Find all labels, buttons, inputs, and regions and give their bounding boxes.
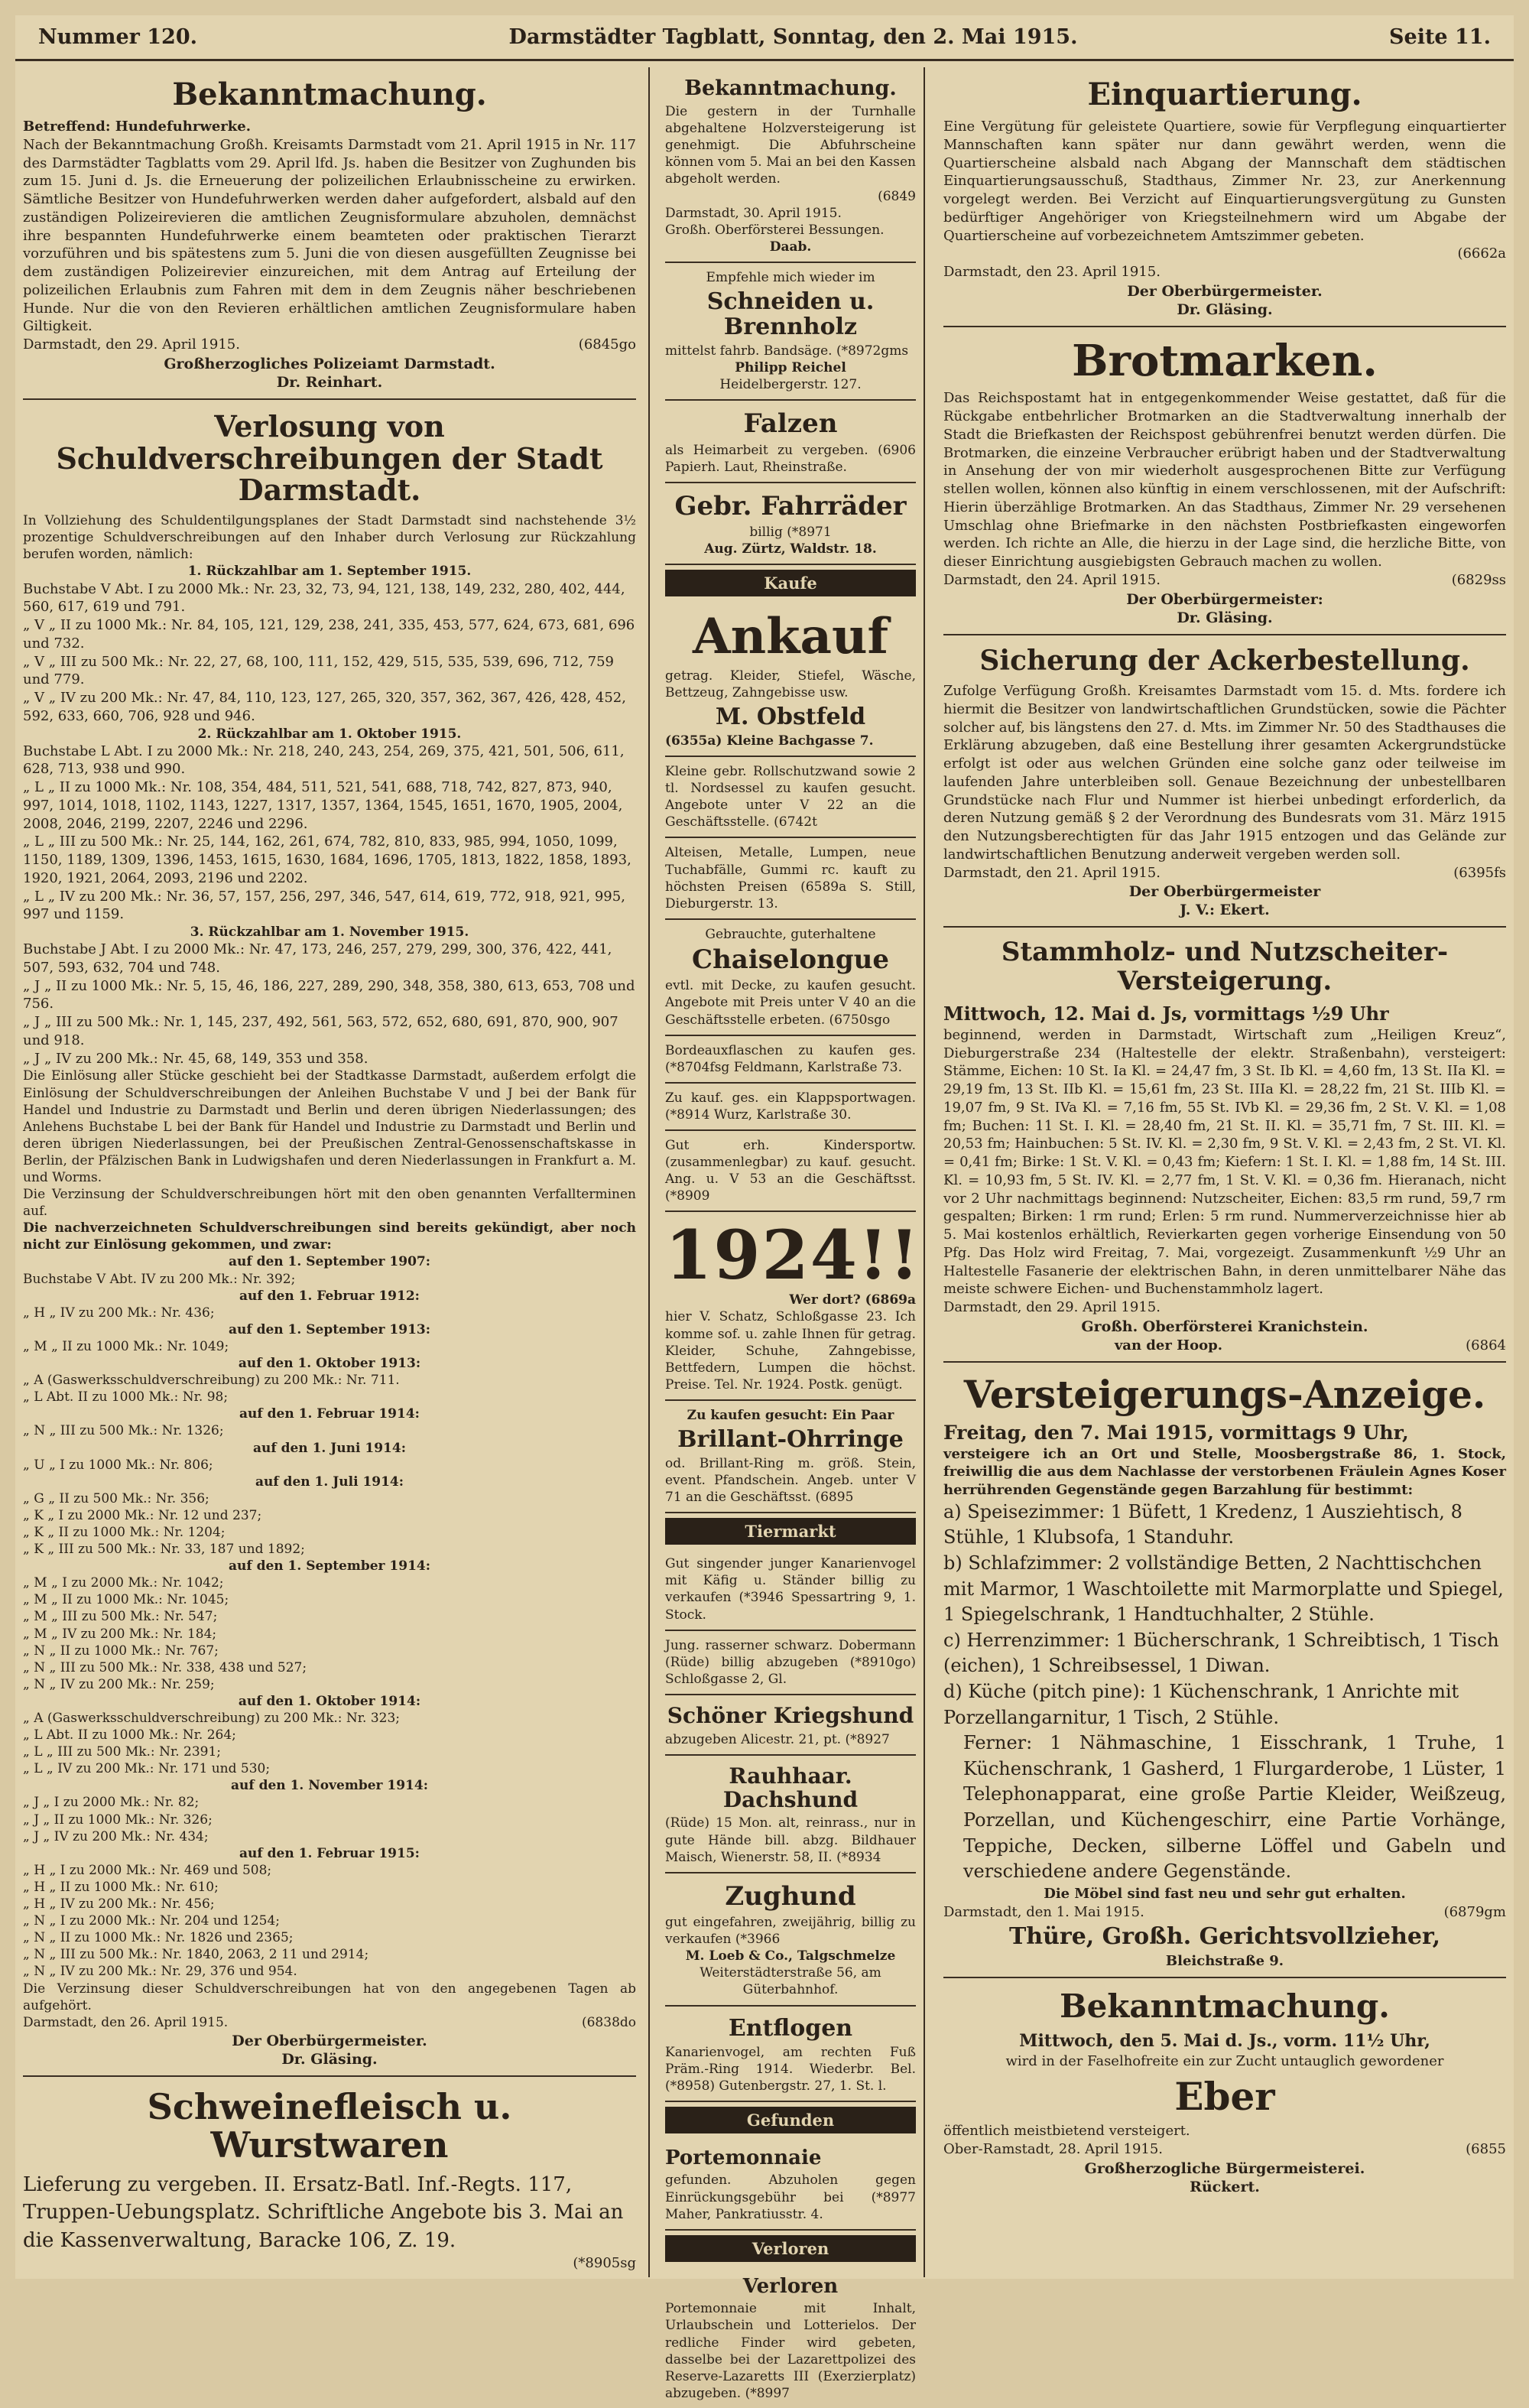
kindersport-body: Gut erh. Kindersportw. (zusammenlegbar) zu kauf. gesucht. Ang. u. V 53 an die Geschäftsst. (*8909 bbox=[665, 1137, 916, 1204]
verst-item: b) Schlafzimmer: 2 vollständige Betten, 2 Nachttischchen mit Marmor, 1 Waschtoilette mit Marmorplatte und Spiegel, 1 Spiegelschrank, 1 Handtuchhalter, 2 Stühle. bbox=[943, 1552, 1504, 1626]
verst-intro: versteigere ich an Ort und Stelle, Moosbergstraße 86, 1. Stock, freiwillig die aus dem Nachlasse der verstorbenen Fräulein Agnes Koser herrührenden Gegenstände gegen Barzahlung für bestimmt: bbox=[943, 1445, 1506, 1499]
stammholz-date: Darmstadt, den 29. April 1915. bbox=[943, 1299, 1161, 1316]
rueck-entry: „ A (Gaswerksschuldverschreibung) zu 200 Mk.: Nr. 711. bbox=[23, 1373, 400, 1389]
rueck-entry: „ H „ IV zu 200 Mk.: Nr. 436; bbox=[23, 1305, 215, 1321]
ad-kindersportwagen bbox=[665, 1131, 916, 1212]
zughund-name: M. Loeb & Co., Talgschmelze bbox=[685, 1948, 896, 1964]
brot-date-line bbox=[943, 571, 1506, 590]
rueck-entry: „ N „ II zu 1000 Mk.: Nr. 767; bbox=[23, 1643, 219, 1659]
rueck-entry: „ J „ II zu 1000 Mk.: Nr. 326; bbox=[23, 1812, 213, 1828]
rueck-group-head: auf den 1. Oktober 1913: bbox=[238, 1356, 421, 1372]
ad-falzen bbox=[665, 401, 916, 483]
entflogen-body: Kanarienvogel, am rechten Fuß Präm.-Ring 1914. Wiederbr. Bel. (*8958) Gutenbergstr. 27, 1. St. l. bbox=[665, 2044, 916, 2094]
rueck-entry: „ J „ IV zu 200 Mk.: Nr. 434; bbox=[23, 1828, 209, 1844]
verlosung-entry: „ V „ III zu 500 Mk.: Nr. 22, 27, 68, 100, 111, 152, 429, 515, 535, 539, 696, 712, 759 und 779. bbox=[23, 653, 615, 688]
rueck-group-head: auf den 1. Februar 1915: bbox=[239, 1845, 420, 1861]
acker-title: Sicherung der Ackerbestellung. bbox=[979, 644, 1470, 677]
verst-name: Thüre, Großh. Gerichtsvollzieher, bbox=[1008, 1923, 1441, 1951]
verst-title: Versteigerungs-Anzeige. bbox=[963, 1371, 1486, 1417]
ad-ankauf bbox=[665, 601, 916, 757]
verst-date-line bbox=[943, 1903, 1506, 1922]
schwein-code: (*8905sg bbox=[573, 2255, 636, 2272]
rueck-entry: „ A (Gaswerksschuldverschreibung) zu 200 Mk.: Nr. 323; bbox=[23, 1711, 401, 1727]
verlosung-authority: Der Oberbürgermeister. bbox=[232, 2032, 427, 2049]
verst-items bbox=[943, 1500, 1506, 1730]
verst-ferner: Ferner: 1 Nähmaschine, 1 Eisschrank, 1 Truhe, 1 Küchenschrank, 1 Gasherd, 1 Flurgarderobe, 1 Lüster, 1 Telephonapparat, eine große Partie Kleider, Weißzeug, Porzellan, und Küchengeschirr, eine Partie Vorhänge, Teppiche, Decken, silberne Löffel und Gabeln und verschiedene andere Gegenstände. bbox=[963, 1732, 1506, 1883]
verst-item: d) Küche (pitch pine): 1 Küchenschrank, 1 Anrichte mit Porzellangarnitur, 1 Tisch, 2 Stühle. bbox=[943, 1681, 1459, 1728]
stammholz-signer: van der Hoop. bbox=[1114, 1337, 1222, 1353]
rueck-group-head: auf den 1. Februar 1914: bbox=[239, 1406, 420, 1422]
verlosung-code: (6838do bbox=[581, 2014, 636, 2030]
schatz-body: hier V. Schatz, Schloßgasse 23. Ich komme sof. u. zahle Ihnen für getrag. Kleider, Schuhe, Zahngebisse, Bettfedern, Lumpen die höchst. Preise. Tel. Nr. 1924. Postk. genügt. bbox=[665, 1309, 916, 1392]
holz-date: Darmstadt, 30. April 1915. bbox=[665, 205, 842, 221]
kanarien-body: Gut singender junger Kanarienvogel mit Käfig u. Ständer billig zu verkaufen (*3946 Spessartring 9, 1. Stock. bbox=[665, 1556, 916, 1623]
eber-authority: Großherzogliche Bürgermeisterei. bbox=[1084, 2159, 1365, 2177]
rueck-entry: „ H „ I zu 2000 Mk.: Nr. 469 und 508; bbox=[23, 1862, 272, 1878]
brot-date: Darmstadt, den 24. April 1915. bbox=[943, 571, 1161, 588]
zughund-address: Weiterstädterstraße 56, am Güterbahnhof. bbox=[700, 1965, 881, 1998]
rueck-group-head: auf den 1. September 1913: bbox=[228, 1321, 431, 1337]
einquart-signer: Dr. Gläsing. bbox=[1177, 301, 1273, 318]
verst-note: Die Möbel sind fast neu und sehr gut erhalten. bbox=[1044, 1885, 1406, 1902]
stammholz-sign-line bbox=[943, 1337, 1506, 1355]
brot-title: Brotmarken. bbox=[1072, 335, 1378, 386]
verlosung-section-3: 3. Rückzahlbar am 1. November 1915. bbox=[190, 925, 469, 941]
rueck-group-head: auf den 1. November 1914: bbox=[231, 1778, 428, 1794]
mega-1924: 1924!! bbox=[665, 1215, 921, 1295]
ad-chaiselongue bbox=[665, 920, 916, 1036]
brennholz-address: Heidelbergerstr. 127. bbox=[719, 377, 862, 393]
chaise-top: Gebrauchte, guterhaltene bbox=[705, 926, 876, 942]
notice-authority: Großherzogliches Polizeiamt Darmstadt. bbox=[164, 355, 495, 372]
verlosung-entry: Buchstabe V Abt. I zu 2000 Mk.: Nr. 23, 32, 73, 94, 121, 138, 149, 232, 280, 402, 444, 560, 617, 619 und 791. bbox=[23, 580, 625, 616]
column-middle bbox=[657, 67, 925, 2401]
verloren-headline: Verloren bbox=[742, 2274, 839, 2298]
section-banner-verloren: Verloren bbox=[665, 2235, 916, 2262]
newspaper-page bbox=[15, 15, 1514, 2401]
rueck-entry: „ N „ II zu 1000 Mk.: Nr. 1826 und 2365; bbox=[23, 1930, 294, 1946]
notice-subject: Betreffend: Hundefuhrwerke. bbox=[23, 119, 251, 135]
issue-number: Nummer 120. bbox=[38, 25, 198, 49]
stammholz-when: Mittwoch, 12. Mai d. Js, vormittags ½9 Uhr bbox=[943, 1003, 1389, 1025]
rueck-group-head: auf den 1. Februar 1912: bbox=[239, 1288, 420, 1304]
eber-date: Ober-Ramstadt, 28. April 1915. bbox=[943, 2140, 1164, 2157]
column-right bbox=[933, 67, 1514, 2277]
notice-einquartierung bbox=[943, 67, 1506, 327]
ad-dobermann bbox=[665, 1631, 916, 1695]
paper-title: Darmstädter Tagblatt, Sonntag, den 2. Mai 1915. bbox=[508, 25, 1078, 49]
acker-signer: J. V.: Ekert. bbox=[1180, 902, 1270, 919]
acker-body: Zufolge Verfügung Großh. Kreisamtes Darmstadt vom 15. d. Mts. fordere ich hiermit die Besitzer von landwirtschaftlichen Grundstücken, sowie die Pächter solcher auf, bis längstens den 27. d. Mts. im Zimmer Nr. 50 des Stadthauses die Erklärung abzugeben, daß eine Bestellung ihrer gesamten Ackergrundstücke erfolgt ist oder aus welchen Gründen eine solche ganz oder teilweise im laufenden Jahre unterbleiben soll. Genaue Bezeichnung der unbestellbaren Grundstücke nach Flur und Nummer ist hierbei unbedingt erforderlich, da deren Nutzung gemäß § 2 der Verordnung des Bundesrats vom 31. März 1915 den Nutzungsberechtigten für das Jahr 1915 entzogen und das Gelände zur landwirtschaftlichen Benutzung anderweit vergeben werden soll. bbox=[943, 683, 1506, 863]
verlosung-entry: „ V „ IV zu 200 Mk.: Nr. 47, 84, 110, 123, 127, 265, 320, 357, 362, 367, 426, 428, 452, 592, 633, 660, 706, 928 und 946. bbox=[23, 690, 626, 724]
verlosung-list-3 bbox=[23, 941, 636, 1068]
dachshund-body: (Rüde) 15 Mon. alt, reinrass., nur in gute Hände bill. abzg. Bildhauer Maisch, Wienerstr. 58, II. (*8934 bbox=[665, 1815, 916, 1865]
schwein-body: Lieferung zu vergeben. II. Ersatz-Batl. Inf.-Regts. 117, Truppen-Uebungsplatz. Schriftliche Angebote bis 3. Mai an die Kassenverwaltung, Baracke 106, Z. 19. bbox=[23, 2172, 624, 2252]
ad-verloren bbox=[665, 2267, 916, 2408]
verlosung-entry: „ L „ III zu 500 Mk.: Nr. 25, 144, 162, 261, 674, 782, 810, 833, 985, 994, 1050, 1099, 1150, 1189, 1309, 1396, 1453, 1615, 1630, 1684, 1696, 1705, 1813, 1822, 1858, 1893, 1920, 1921, 2064, 2093, 2196 und 2202. bbox=[23, 834, 631, 886]
eber-title: Bekanntmachung. bbox=[1060, 1987, 1390, 2026]
verlosung-date: Darmstadt, den 26. April 1915. bbox=[23, 2014, 229, 2030]
ad-schweinefleisch bbox=[23, 2077, 636, 2279]
einquart-date: Darmstadt, den 23. April 1915. bbox=[943, 264, 1161, 280]
ad-kanarienvogel bbox=[665, 1549, 916, 1630]
verlosung-date-line bbox=[23, 2014, 636, 2031]
fahrrad-body: billig (*8971 bbox=[749, 525, 832, 541]
verlosung-section-2: 2. Rückzahlbar am 1. Oktober 1915. bbox=[197, 726, 462, 742]
notice-holzversteigerung bbox=[665, 67, 916, 263]
holz-title: Bekanntmachung. bbox=[684, 76, 897, 100]
holz-body: Die gestern in der Turnhalle abgehaltene Holzversteigerung ist genehmigt. Die Abfuhrscheine können vom 5. Mai an bei den Kassen abgeholt werden. bbox=[665, 104, 916, 187]
brennholz-headline: Schneiden u. Brennholz bbox=[706, 288, 875, 340]
entflogen-headline: Entflogen bbox=[728, 2014, 853, 2042]
ankauf-address: (6355a) Kleine Bachgasse 7. bbox=[665, 733, 874, 749]
section-banner-kaufe: Kaufe bbox=[665, 570, 916, 596]
wer-dort: Wer dort? (6869a bbox=[789, 1292, 916, 1308]
notice-hundefuhrwerke bbox=[23, 67, 636, 400]
eber-signer: Rückert. bbox=[1190, 2178, 1260, 2195]
rueck-entry: „ M „ IV zu 200 Mk.: Nr. 184; bbox=[23, 1626, 217, 1642]
acker-authority: Der Oberbürgermeister bbox=[1128, 883, 1321, 901]
eber-headline: Eber bbox=[1174, 2074, 1275, 2120]
verst-item: a) Speisezimmer: 1 Büfett, 1 Kredenz, 1 Ausziehtisch, 8 Stühle, 1 Klubsofa, 1 Standuhr. bbox=[943, 1500, 1462, 1548]
notice-eber bbox=[943, 1978, 1506, 2202]
stammholz-title: Stammholz- und Nutzscheiter-Versteigerung. bbox=[1001, 937, 1449, 996]
ad-zughund bbox=[665, 1873, 916, 2007]
holz-code: (6849 bbox=[878, 188, 916, 204]
brillant-headline: Brillant-Ohrringe bbox=[677, 1426, 904, 1454]
rueck-entry: „ N „ III zu 500 Mk.: Nr. 1326; bbox=[23, 1423, 224, 1439]
ankauf-headline: Ankauf bbox=[692, 608, 889, 666]
verlosung-rueckstaende bbox=[23, 1253, 636, 1980]
rueck-entry: „ L „ IV zu 200 Mk.: Nr. 171 und 530; bbox=[23, 1761, 271, 1777]
rueck-entry: „ K „ III zu 500 Mk.: Nr. 33, 187 und 1892; bbox=[23, 1542, 305, 1558]
eber-body2: öffentlich meistbietend versteigert. bbox=[943, 2123, 1190, 2140]
verlosung-list-1 bbox=[23, 580, 636, 726]
column-left bbox=[15, 67, 650, 2277]
ad-entflogen bbox=[665, 2007, 916, 2102]
brennholz-name: Philipp Reichel bbox=[735, 360, 846, 376]
brillant-body: od. Brillant-Ring m. größ. Stein, event. Pfandschein. Angeb. unter V 71 an die Geschäftsst. (6895 bbox=[665, 1456, 916, 1506]
verlosung-rueck-intro: Die nachverzeichneten Schuldverschreibungen sind bereits gekündigt, aber noch nicht zur Einlösung gekommen, und zwar: bbox=[23, 1220, 636, 1253]
verlosung-entry: Buchstabe L Abt. I zu 2000 Mk.: Nr. 218, 240, 243, 254, 269, 375, 421, 501, 506, 611, 628, 713, 938 und 990. bbox=[23, 743, 625, 778]
verlosung-title: Verlosung von Schuldverschreibungen der Stadt Darmstadt. bbox=[56, 408, 603, 508]
falzen-body: als Heimarbeit zu vergeben. (6906 Papierh. Laut, Rheinstraße. bbox=[665, 442, 916, 475]
chaise-headline: Chaiselongue bbox=[692, 944, 889, 975]
acker-date: Darmstadt, den 21. April 1915. bbox=[943, 864, 1161, 881]
notice-code: (6845go bbox=[578, 336, 636, 353]
fahrrad-headline: Gebr. Fahrräder bbox=[674, 490, 907, 522]
einquart-code: (6662a bbox=[1457, 245, 1506, 262]
ad-klappsportwagen bbox=[665, 1084, 916, 1131]
rueck-entry: „ H „ II zu 1000 Mk.: Nr. 610; bbox=[23, 1879, 219, 1895]
rueck-group-head: auf den 1. September 1914: bbox=[228, 1558, 431, 1574]
rueck-entry: „ H „ IV zu 200 Mk.: Nr. 456; bbox=[23, 1896, 215, 1912]
schwein-title: Schweinefleisch u. Wurstwaren bbox=[147, 2085, 512, 2166]
verst-item: c) Herrenzimmer: 1 Bücherschrank, 1 Schreibtisch, 1 Tisch (eichen), 1 Schreibsessel, 1 Diwan. bbox=[943, 1629, 1499, 1677]
rueck-entry: „ N „ IV zu 200 Mk.: Nr. 29, 376 und 954. bbox=[23, 1964, 297, 1980]
dobermann-body: Jung. rasserner schwarz. Dobermann (Rüde) billig abzugeben (*8910go) Schloßgasse 2, Gl. bbox=[665, 1637, 916, 1687]
rueck-entry: „ J „ I zu 2000 Mk.: Nr. 82; bbox=[23, 1795, 200, 1811]
notice-signer: Dr. Reinhart. bbox=[276, 373, 383, 391]
acker-date-line bbox=[943, 864, 1506, 882]
stammholz-authority: Großh. Oberförsterei Kranichstein. bbox=[1081, 1318, 1368, 1335]
stammholz-code: (6864 bbox=[1466, 1337, 1506, 1353]
kriegshund-headline: Schöner Kriegshund bbox=[667, 1702, 914, 1728]
verlosung-entry: „ J „ IV zu 200 Mk.: Nr. 45, 68, 149, 353 und 358. bbox=[23, 1050, 368, 1067]
ad-rollschutzwand bbox=[665, 757, 916, 838]
ad-1924 bbox=[665, 1212, 921, 1401]
brennholz-body: mittelst fahrb. Bandsäge. (*8972gms bbox=[665, 343, 909, 359]
rueck-entry: „ L Abt. II zu 1000 Mk.: Nr. 264; bbox=[23, 1727, 236, 1743]
brot-authority: Der Oberbürgermeister: bbox=[1126, 590, 1323, 608]
rollschutz-body: Kleine gebr. Rollschutzwand sowie 2 tl. Nordsessel zu kaufen gesucht. Angebote unter V 22 an die Geschäftsstelle. (6742t bbox=[665, 764, 916, 830]
verst-date: Darmstadt, den 1. Mai 1915. bbox=[943, 1903, 1144, 1920]
gefunden-body: gefunden. Abzuholen gegen Einrückungsgebühr bei (*8977 Maher, Pankratiusstr. 4. bbox=[665, 2172, 916, 2222]
rueck-entry: „ N „ I zu 2000 Mk.: Nr. 204 und 1254; bbox=[23, 1913, 281, 1929]
fahrrad-name: Aug. Zürtz, Waldstr. 18. bbox=[704, 541, 877, 557]
notice-date-line bbox=[23, 336, 636, 354]
ankauf-name: M. Obstfeld bbox=[715, 704, 866, 730]
holz-signer: Daab. bbox=[769, 239, 812, 255]
ad-brennholz bbox=[665, 263, 916, 401]
ad-fahrraeder bbox=[665, 483, 916, 566]
verlosung-outro: Die Verzinsung dieser Schuldverschreibungen hat von den angegebenen Tagen ab aufgehört. bbox=[23, 1981, 636, 2013]
einquart-body: Eine Vergütung für geleistete Quartiere, sowie für Verpflegung einquartierter Mannschaften kann später nur dann gewährt werden, wenn die Quartierscheine alsbald nach Abgang der Mannschaft dem städtischen Einquartierungsausschuß, Stadthaus, Zimmer Nr. 23, zur Anerkennung vorgelegt werden. Bei Verzicht auf Einquartierungsvergütung zu Gunsten bedürftiger Angehöriger von Kriegsteilnehmern wird um Abgabe der Quartierscheine auf vorbezeichnetem Amtszimmer gebeten. bbox=[943, 119, 1506, 244]
verlosung-entry: „ V „ II zu 1000 Mk.: Nr. 84, 105, 121, 129, 238, 241, 335, 453, 577, 624, 673, 681, 696 und 732. bbox=[23, 617, 635, 652]
verlosung-section-1: 1. Rückzahlbar am 1. September 1915. bbox=[187, 564, 472, 580]
verlosung-intro: In Vollziehung des Schuldentilgungsplanes der Stadt Darmstadt sind nachstehende 3½ prozentige Schuldverschreibungen auf den Inhaber durch Verlosung zur Rückzahlung berufen worden, nämlich: bbox=[23, 513, 636, 563]
rueck-group-head: auf den 1. September 1907: bbox=[228, 1254, 431, 1270]
page-header bbox=[15, 15, 1514, 61]
eber-code: (6855 bbox=[1466, 2140, 1506, 2157]
verst-code: (6879gm bbox=[1443, 1903, 1506, 1920]
ad-brillant bbox=[665, 1401, 916, 1513]
verlosung-list-2 bbox=[23, 743, 636, 925]
section-banner-gefunden: Gefunden bbox=[665, 2107, 916, 2133]
notice-ackerbestellung bbox=[943, 635, 1506, 928]
chaise-body: evtl. mit Decke, zu kaufen gesucht. Angebote mit Preis unter V 40 an die Geschäftsstelle erbeten. (6750sgo bbox=[665, 978, 916, 1028]
einquart-title: Einquartierung. bbox=[1087, 76, 1362, 112]
einquart-authority: Der Oberbürgermeister. bbox=[1127, 282, 1323, 300]
notice-verlosung bbox=[23, 400, 636, 2077]
section-banner-tiermarkt: Tiermarkt bbox=[665, 1518, 916, 1545]
eber-body: wird in der Faselhofreite ein zur Zucht untauglich gewordener bbox=[1005, 2053, 1444, 2070]
rueck-group-head: auf den 1. Oktober 1914: bbox=[238, 1693, 421, 1709]
verlosung-entry: „ L „ IV zu 200 Mk.: Nr. 36, 57, 157, 256, 297, 346, 547, 614, 619, 772, 918, 921, 995, 997 und 1159. bbox=[23, 888, 625, 923]
page-number: Seite 11. bbox=[1389, 25, 1491, 49]
ad-alteisen bbox=[665, 838, 916, 919]
ankauf-body: getrag. Kleider, Stiefel, Wäsche, Bettzeug, Zahngebisse usw. bbox=[665, 668, 916, 700]
verlosung-entry: „ J „ III zu 500 Mk.: Nr. 1, 145, 237, 492, 561, 563, 572, 652, 680, 691, 870, 900, 907 und 918. bbox=[23, 1014, 618, 1048]
ad-bordeauxflaschen bbox=[665, 1036, 916, 1084]
verlosung-entry: „ J „ II zu 1000 Mk.: Nr. 5, 15, 46, 186, 227, 289, 290, 348, 358, 380, 613, 653, 708 und 756. bbox=[23, 977, 635, 1012]
rueck-entry: „ G „ II zu 500 Mk.: Nr. 356; bbox=[23, 1490, 209, 1506]
verlosung-einloesung: Die Einlösung aller Stücke geschieht bei der Stadtkasse Darmstadt, außerdem erfolgt die Einlösung der Schuldverschreibungen der Anleihen Buchstabe V und J bei der Bank für Handel und Industrie zu Darmstadt und Berlin und deren übrigen Niederlassungen; des Anlehens Buchstabe L bei der Bank für Handel und Industrie zu Darmstadt und Berlin und deren übrigen Niederlassungen, bei der Preußischen Zentral-Genossenschaftskasse in Berlin, der Pfälzischen Bank in Ludwigshafen und deren Niederlassungen in Frankfurt a. M. und Worms. bbox=[23, 1068, 636, 1186]
verloren-body: Portemonnaie mit Inhalt, Urlaubschein und Lotterielos. Der redliche Finder wird gebeten, dasselbe bei der Lazarettpolizei des Reserve-Lazaretts III (Exerzierplatz) abzugeben. (*8997 bbox=[665, 2301, 916, 2401]
rueck-entry: Buchstabe V Abt. IV zu 200 Mk.: Nr. 392; bbox=[23, 1271, 296, 1287]
zughund-headline: Zughund bbox=[725, 1880, 856, 1912]
rueck-entry: „ N „ III zu 500 Mk.: Nr. 1840, 2063, 2 11 und 2914; bbox=[23, 1947, 369, 1963]
rueck-entry: „ U „ I zu 1000 Mk.: Nr. 806; bbox=[23, 1457, 213, 1473]
acker-code: (6395fs bbox=[1453, 864, 1506, 881]
rueck-entry: „ N „ IV zu 200 Mk.: Nr. 259; bbox=[23, 1676, 215, 1692]
notice-brotmarken bbox=[943, 327, 1506, 635]
brennholz-top: Empfehle mich wieder im bbox=[706, 269, 875, 285]
eber-date-line bbox=[943, 2140, 1506, 2159]
rueck-group-head: auf den 1. Juli 1914: bbox=[255, 1474, 404, 1490]
rueck-entry: „ K „ I zu 2000 Mk.: Nr. 12 und 237; bbox=[23, 1507, 262, 1523]
rueck-entry: „ L „ III zu 500 Mk.: Nr. 2391; bbox=[23, 1744, 222, 1760]
rueck-group-head: auf den 1. Juni 1914: bbox=[253, 1440, 406, 1456]
verlosung-entry: Buchstabe J Abt. I zu 2000 Mk.: Nr. 47, 173, 246, 257, 279, 299, 300, 376, 422, 441, 507, 593, 632, 704 und 748. bbox=[23, 941, 612, 976]
rueck-entry: „ M „ I zu 2000 Mk.: Nr. 1042; bbox=[23, 1575, 224, 1591]
klappsport-body: Zu kauf. ges. ein Klappsportwagen. (*8914 Wurz, Karlstraße 30. bbox=[665, 1090, 916, 1123]
brillant-top: Zu kaufen gesucht: Ein Paar bbox=[687, 1407, 894, 1423]
rueck-entry: „ N „ III zu 500 Mk.: Nr. 338, 438 und 527; bbox=[23, 1659, 307, 1675]
ad-gefunden bbox=[665, 2138, 916, 2231]
ad-kriegshund bbox=[665, 1695, 916, 1756]
verlosung-verzinsung: Die Verzinsung der Schuldverschreibungen hört mit den oben genannten Verfallterminen auf. bbox=[23, 1187, 636, 1220]
holz-authority: Großh. Oberförsterei Bessungen. bbox=[665, 222, 885, 238]
eber-when: Mittwoch, den 5. Mai d. Js., vorm. 11½ Uhr, bbox=[1019, 2031, 1430, 2052]
dachshund-headline: Rauhhaar. Dachshund bbox=[722, 1763, 859, 1812]
notice-body: Nach der Bekanntmachung Großh. Kreisamts Darmstadt vom 21. April 1915 in Nr. 117 des Darmstädter Tagblatts vom 29. April lfd. Js. haben die Besitzer von Zughunden bis zum 15. Juni d. Js. die Erneuerung der polizeilichen Erlaubnisscheine zu erwirken. Sämtliche Besitzer von Hundefuhrwerken werden daher aufgefordert, alsbald auf den zuständigen Polizeirevieren die amtlichen Zeugnisformulare abzuholen, demnächst ihre bespannten Hundefuhrwerke einem beamteten oder praktischen Tierarzt vorzuführen und bis spätestens zum 5. Juni die von diesen ausgefüllten Zeugnisse bei dem zuständigen Polizeirevier einzureichen, mit dem Antrag auf Erteilung der polizeilichen Erlaubnis zum Fahren mit dem in dem Zeugnis näher beschriebenen Hunde. Nur die von den Revieren erhältlichen amtlichen Zeugnisformulare haben Giltigkeit. bbox=[23, 136, 636, 335]
verlosung-entry: „ L „ II zu 1000 Mk.: Nr. 108, 354, 484, 511, 521, 541, 688, 718, 742, 827, 873, 940, 997, 1014, 1018, 1102, 1143, 1227, 1317, 1357, 1364, 1545, 1651, 1670, 1905, 2004, 2008, 2046, 2199, 2207, 2246 und 2296. bbox=[23, 779, 623, 832]
brot-body: Das Reichspostamt hat in entgegenkommender Weise gestattet, daß für die Rückgabe entbehrlicher Brotmarken an die Stadtverwaltung innerhalb der Stadt die Briefkasten der Reichspost gebührenfrei benutzt werden dürfen. Die Brotmarken, die einzeine Verbraucher erübrigt haben und der Stadtverwaltung in Ansehung der von mir wiederholt ausgesprochenen Bitte zur Verfügung stellen wollen, können also künftig in einem verschlossenen, mit der Aufschrift: Hierin überzählige Brotmarken. An das Stadthaus, Zimmer Nr. 29 versehenen Umschlag ohne Briefmarke in den nächsten Postbriefkasten eingeworfen werden. Ich richte an Alle, die hierzu in der Lage sind, die herzliche Bitte, von dieser Einrichtung ausgiebigsten Gebrauch machen zu wollen. bbox=[943, 390, 1506, 570]
gefunden-headline: Portemonnaie bbox=[665, 2146, 822, 2169]
falzen-headline: Falzen bbox=[743, 408, 838, 440]
stammholz-body: beginnend, werden in Darmstadt, Wirtschaft zum „Heiligen Kreuz“, Dieburgerstraße 234 (Haltestelle der elektr. Straßenbahn), versteigert: Stämme, Eichen: 10 St. Ia Kl. = 24,47 fm, 3 St. Ib Kl. = 4,60 fm, 13 St. IIa Kl. = 29,19 fm, 13 St. IIb Kl. = 15,61 fm, 23 St. IIIa Kl. = 28,22 fm, 21 St. IIIb Kl. = 19,07 fm, 9 St. IVa Kl. = 7,16 fm, 55 St. IVb Kl. = 29,36 fm, 2 St. V. Kl. = 1,08 fm; Buchen: 11 St. I. Kl. = 28,40 fm, 21 St. II. Kl. = 35,71 fm, 7 St. III. Kl. = 20,53 fm; Hainbuchen: 5 St. IV. Kl. = 2,30 fm, 9 St. V. Kl. = 2,43 fm, 2 St. VI. Kl. = 0,41 fm; Birke: 1 St. V. Kl. = 0,43 fm; Kiefern: 1 St. I. Kl. = 1,88 fm, 14 St. III. Kl. = 10,93 fm, 5 St. IV. Kl. = 2,77 fm, 1 St. V. Kl. = 0,36 fm. Hieranach, nicht vor 2 Uhr nachmittags beginnend: Nutzscheiter, Eichen: 83,5 rm rund, 59,7 rm gespalten; Birken: 1 rm rund; Erlen: 5 rm rund. Nummerverzeichnisse hier ab 5. Mai kostenlos erhältlich, Revierkarten gegen vorherige Einsendung von 50 Pfg. Das Holz wird Freitag, 7. Mai, vorgezeigt. Zusammenkunft ½9 Uhr an Haltestelle Fasanerie der elektrischen Bahn, in deren unmittelbarer Nähe das meiste schwere Eichen- und Buchenstammholz lagert. bbox=[943, 1026, 1506, 1298]
rueck-entry: „ M „ II zu 1000 Mk.: Nr. 1049; bbox=[23, 1338, 229, 1354]
rueck-entry: „ M „ II zu 1000 Mk.: Nr. 1045; bbox=[23, 1592, 229, 1608]
zughund-body: gut eingefahren, zweijährig, billig zu verkaufen (*3966 bbox=[665, 1915, 916, 1948]
verst-when: Freitag, den 7. Mai 1915, vormittags 9 Uhr, bbox=[943, 1421, 1409, 1444]
ad-dachshund bbox=[665, 1756, 916, 1873]
notice-title: Bekanntmachung. bbox=[172, 76, 487, 112]
rueck-entry: „ L Abt. II zu 1000 Mk.: Nr. 98; bbox=[23, 1389, 229, 1405]
verst-address: Bleichstraße 9. bbox=[1165, 1953, 1284, 1970]
alteisen-body: Alteisen, Metalle, Lumpen, neue Tuchabfälle, Gummi rc. kauft zu höchsten Preisen (6589a S. Still, Dieburgerstr. 13. bbox=[665, 845, 916, 912]
notice-stammholz bbox=[943, 928, 1506, 1362]
notice-versteigerung bbox=[943, 1363, 1506, 1978]
brot-code: (6829ss bbox=[1451, 571, 1506, 588]
verlosung-signer: Dr. Gläsing. bbox=[281, 2050, 378, 2068]
rueck-entry: „ K „ II zu 1000 Mk.: Nr. 1204; bbox=[23, 1524, 226, 1540]
rueck-entry: „ M „ III zu 500 Mk.: Nr. 547; bbox=[23, 1609, 218, 1625]
bordeaux-body: Bordeauxflaschen zu kaufen ges. (*8704fsg Feldmann, Karlstraße 73. bbox=[665, 1042, 916, 1075]
brot-signer: Dr. Gläsing. bbox=[1177, 609, 1273, 626]
notice-date: Darmstadt, den 29. April 1915. bbox=[23, 336, 240, 353]
kriegshund-body: abzugeben Alicestr. 21, pt. (*8927 bbox=[665, 1731, 890, 1747]
